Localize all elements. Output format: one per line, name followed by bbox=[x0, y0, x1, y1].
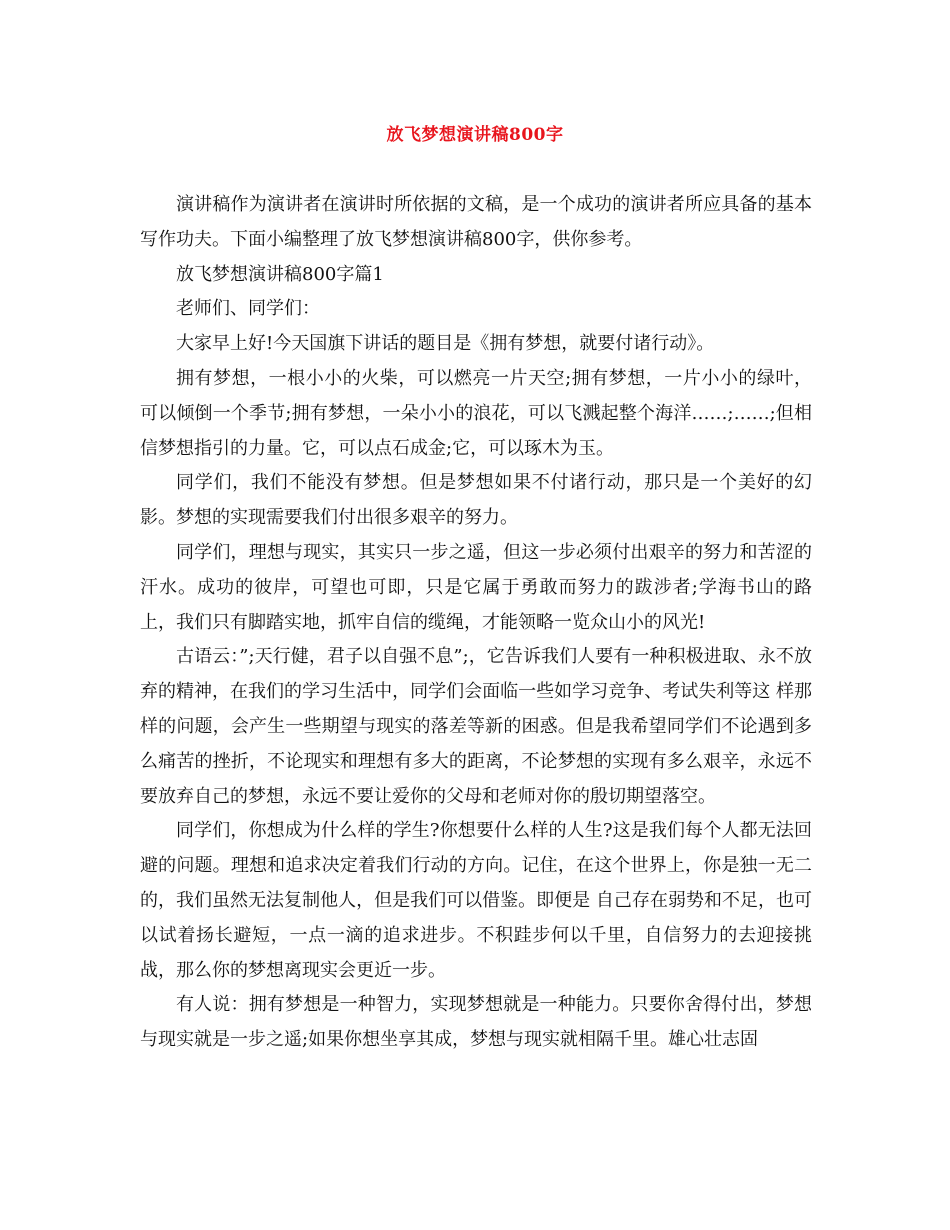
paragraph: 同学们，我们不能没有梦想。但是梦想如果不付诸行动，那只是一个美好的幻影。梦想的实现需要我们付出很多艰辛的努力。 bbox=[140, 472, 812, 529]
salutation: 老师们、同学们： bbox=[176, 298, 320, 320]
paragraph: 同学们，你想成为什么样的学生?你想要什么样的人生?这是我们每个人都无法回避的问题。理想和追求决定着我们行动的方向。记住，在这个世界上，你是独一无二的，我们虽然无法复制他人，但是我们可以借鉴。即便是 自己存在弱势和不足，也可以试着扬长避短，一点一滴的追求进步。不积跬步何以千里，自信努力的去迎接挑战，那么你的梦想离现实会更近一步。 bbox=[140, 820, 812, 981]
document-title: 放飞梦想演讲稿800字 bbox=[386, 125, 564, 145]
paragraph: 拥有梦想，一根小小的火柴，可以燃亮一片天空;拥有梦想，一片小小的绿叶，可以倾倒一个季节;拥有梦想，一朵小小的浪花，可以飞溅起整个海洋……;……;但相信梦想指引的力量。它，可以点石成金;它，可以琢木为玉。 bbox=[140, 367, 812, 459]
paragraph: 古语云：”;天行健，君子以自强不息”;，它告诉我们人要有一种积极进取、永不放弃的精神，在我们的学习生活中，同学们会面临一些如学习竞争、考试失利等这 样那样的问题，会产生一些期望与现实的落差等新的困惑。但是我希望同学们不论遇到多么痛苦的挫折，不论现实和理想有多大的距离，不论梦想的实现有多么艰辛，永远不要放弃自己的梦想，永远不要让爱你的父母和老师对你的殷切期望落空。 bbox=[140, 646, 812, 807]
paragraph-intro: 演讲稿作为演讲者在演讲时所依据的文稿，是一个成功的演讲者所应具备的基本写作功夫。下面小编整理了放飞梦想演讲稿800字，供你参考。 bbox=[140, 194, 812, 250]
paragraph: 同学们，理想与现实，其实只一步之遥，但这一步必须付出艰辛的努力和苦涩的汗水。成功的彼岸，可望也可即，只是它属于勇敢而努力的跋涉者;学海书山的路上，我们只有脚踏实地，抓牢自信的缆绳，才能领略一览众山小的风光! bbox=[140, 541, 812, 633]
paragraph: 有人说：拥有梦想是一种智力，实现梦想就是一种能力。只要你舍得付出，梦想与现实就是一步之遥;如果你想坐享其成，梦想与现实就相隔千里。雄心壮志固 bbox=[140, 994, 812, 1051]
paragraph: 大家早上好!今天国旗下讲话的题目是《拥有梦想，就要付诸行动》。 bbox=[176, 333, 715, 355]
section-heading: 放飞梦想演讲稿800字篇1 bbox=[176, 263, 384, 285]
document-body bbox=[140, 188, 812, 1058]
